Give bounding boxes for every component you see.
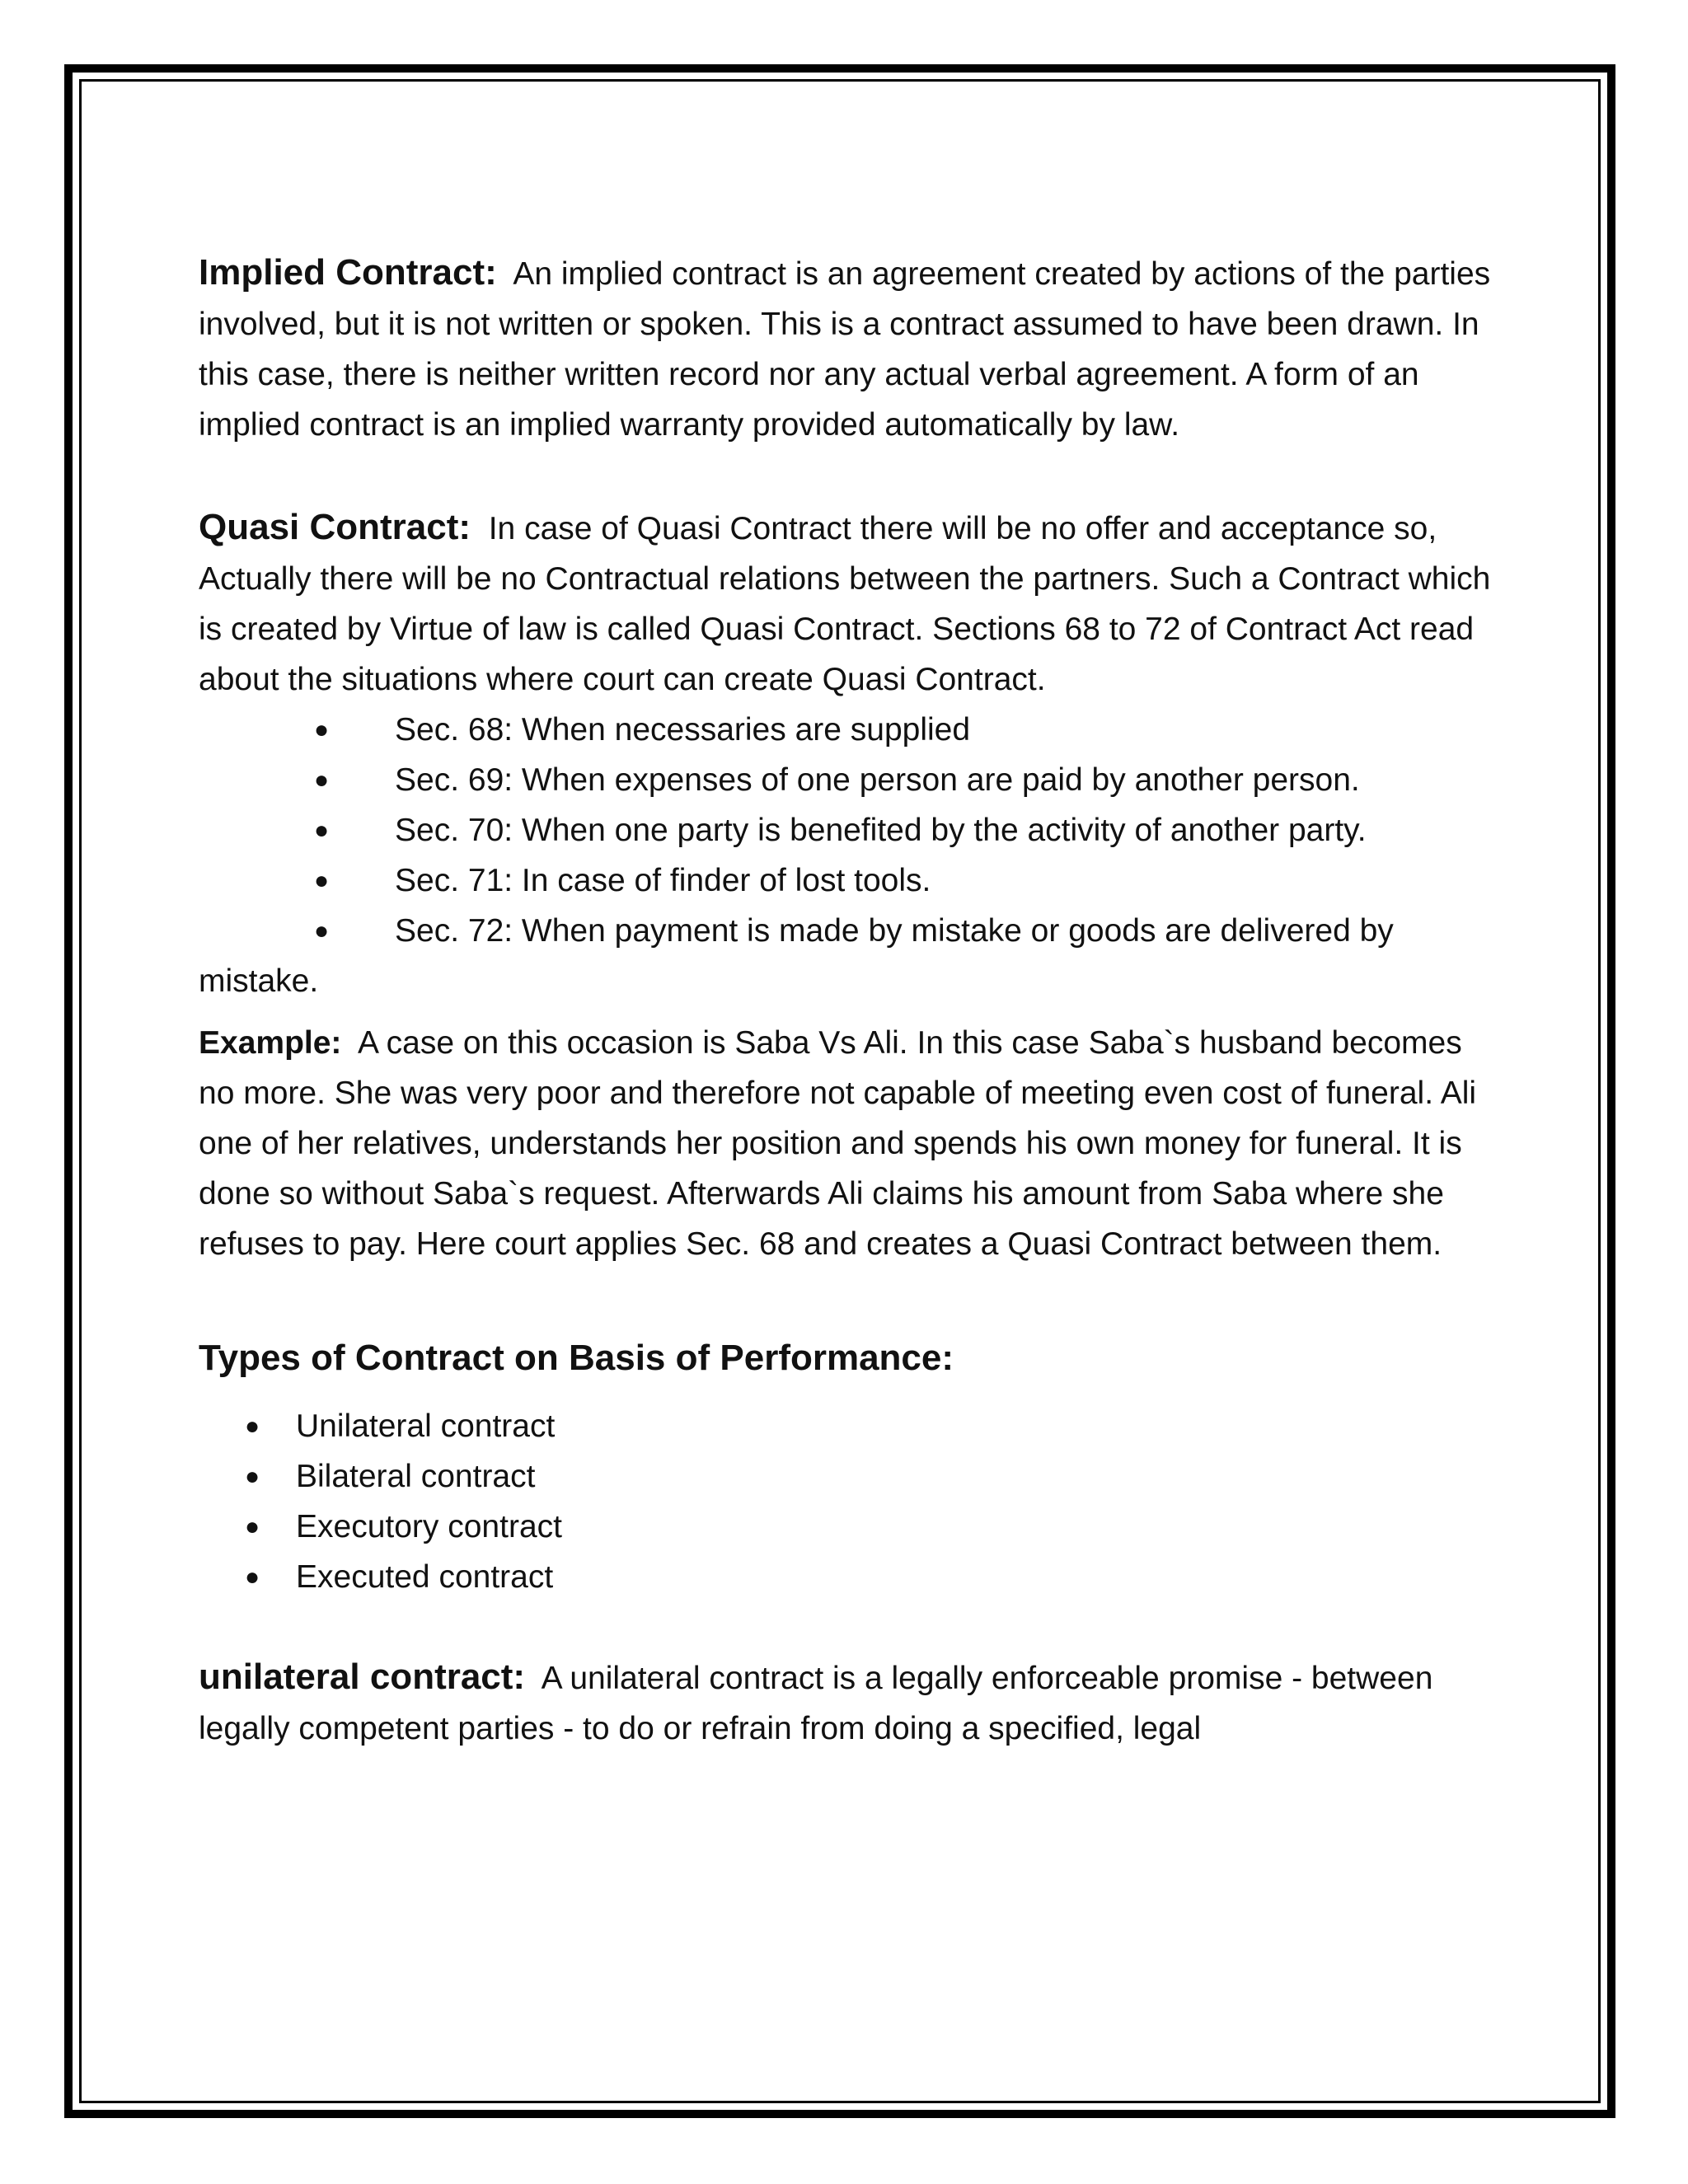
list-item: ● Bilateral contract — [199, 1451, 1501, 1502]
unilateral-contract-text: A unilateral contract is a legally enforceable promise - between legally competent parties - to do or refrain from doing a specified, legal — [199, 1661, 1433, 1746]
bullet-icon: ● — [314, 766, 330, 794]
unilateral-contract-paragraph — [199, 1652, 1501, 1754]
quasi-contract-heading: Quasi Contract: — [199, 507, 471, 547]
unilateral-contract-heading: unilateral contract: — [199, 1657, 526, 1697]
implied-contract-heading: Implied Contract: — [199, 252, 497, 293]
quasi-contract-paragraph — [199, 502, 1501, 705]
performance-types-list — [199, 1401, 1501, 1602]
quasi-contract-text: In case of Quasi Contract there will be no offer and acceptance so, Actually there will be no Contractual relations between the partners. Such a Contract which is created by Virtue of law is called Quasi Contract. Sections 68 to 72 of Contract Act read about the situations where court can create Quasi Contract. — [199, 511, 1491, 697]
list-item: ● Sec. 68: When necessaries are supplied — [199, 705, 1501, 755]
bullet-icon: ● — [314, 867, 330, 894]
quasi-sections-list — [199, 705, 1501, 1006]
bullet-icon: ● — [245, 1563, 260, 1591]
list-item: ● Executory contract — [199, 1502, 1501, 1552]
bullet-icon: ● — [245, 1513, 260, 1540]
list-item: ● Unilateral contract — [199, 1401, 1501, 1451]
bullet-icon: ● — [314, 917, 330, 944]
example-paragraph — [199, 1018, 1501, 1269]
list-item: ● Sec. 71: In case of finder of lost tools. — [199, 855, 1501, 906]
bullet-icon: ● — [245, 1463, 260, 1490]
bullet-icon: ● — [245, 1413, 260, 1440]
list-item: ● Sec. 70: When one party is benefited by the activity of another party. — [199, 805, 1501, 855]
bullet-icon: ● — [314, 817, 330, 844]
list-item: ● Sec. 69: When expenses of one person are paid by another person. — [199, 755, 1501, 805]
performance-heading: Types of Contract on Basis of Performance: — [199, 1338, 954, 1378]
implied-contract-text: An implied contract is an agreement created by actions of the parties involved, but it is not written or spoken. This is a contract assumed to have been drawn. In this case, there is neither written record nor any actual verbal agreement. A form of an implied contract is an implied warranty provided automatically by law. — [199, 256, 1491, 443]
bullet-icon: ● — [314, 716, 330, 743]
list-item: ● Executed contract — [199, 1552, 1501, 1602]
list-item: ● Sec. 72: When payment is made by mistake or goods are delivered by mistake. — [199, 906, 1501, 1006]
implied-contract-paragraph — [199, 247, 1501, 450]
document-body — [199, 247, 1501, 1754]
example-text: A case on this occasion is Saba Vs Ali. In this case Saba`s husband becomes no more. She was very poor and therefore not capable of meeting even cost of funeral. Ali one of her relatives, understands her position and spends his own money for funeral. It is done so without Saba`s request. Afterwards Ali claims his amount from Saba where she refuses to pay. Here court applies Sec. 68 and creates a Quasi Contract between them. — [199, 1025, 1477, 1262]
example-heading: Example: — [199, 1025, 342, 1061]
